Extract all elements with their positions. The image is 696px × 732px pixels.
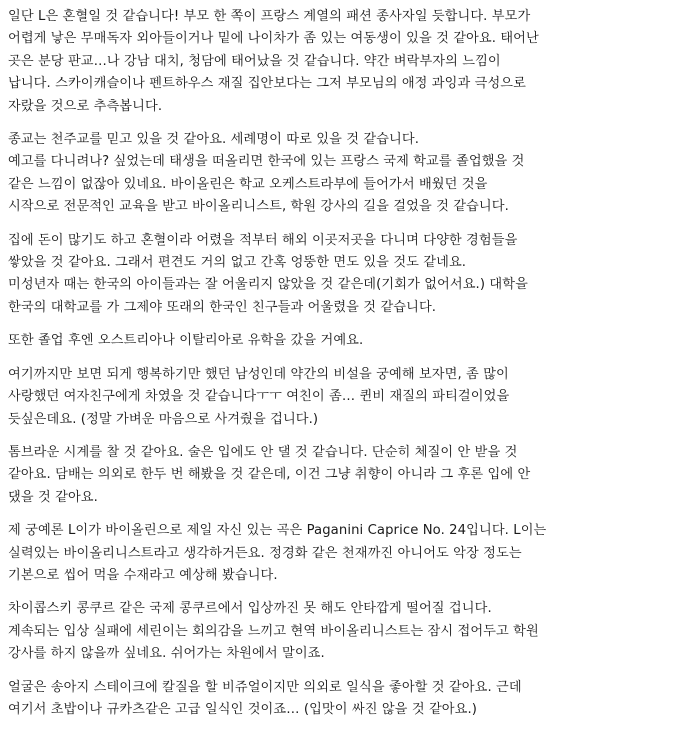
text-line: 같아요. 담배는 의외로 한두 번 해봤을 것 같은데, 이건 그냥 취향이 아니라 그 후론 입에 안 [8,467,531,483]
text-line: 시작으로 전문적인 교육을 받고 바이올리니스트, 학원 강사의 길을 걸었을 것 같습니다. [8,199,509,215]
paragraph [8,230,692,320]
paragraph [8,330,692,352]
text-line: 차이콥스키 콩쿠르 같은 국제 콩쿠르에서 입상까진 못 해도 안타깝게 떨어질 겁니다. [8,601,492,617]
paragraph [8,442,692,509]
text-line: 또한 졸업 후엔 오스트리아나 이탈리아로 유학을 갔을 거예요. [8,333,364,349]
text-line: 종교는 천주교를 믿고 있을 것 같아요. 세례명이 따로 있을 것 같습니다. [8,132,419,148]
text-line: 댔을 것 같아요. [8,489,98,505]
text-line: 한국의 대학교를 가 그제야 또래의 한국인 친구들과 어울렸을 것 같습니다. [8,299,437,315]
text-line: 기본으로 씹어 먹을 수재라고 예상해 봤습니다. [8,567,278,583]
text-line: 납니다. 스카이캐슬이나 펜트하우스 재질 집안보다는 그저 부모님의 애정 과잉과 극성으로 [8,76,526,92]
text-line: 여기까지만 보면 되게 행복하기만 했던 남성인데 약간의 비설을 궁예해 보자면, 좀 많이 [8,366,509,382]
paragraph [8,129,692,219]
text-line: 일단 L은 혼혈일 것 같습니다! 부모 한 쪽이 프랑스 계열의 패션 종사자일 듯합니다. 부모가 [8,9,531,24]
paragraph [8,6,692,118]
text-line: 같은 느낌이 없잖아 있네요. 바이올린은 학교 오케스트라부에 들어가서 배웠던 것을 [8,176,488,192]
text-line: 미성년자 때는 한국의 아이들과는 잘 어울리지 않았을 것 같은데(기회가 없어서요.) 대학을 [8,277,528,293]
text-line: 곳은 분당 판교…나 강남 대치, 청담에 태어났을 것 같습니다. 약간 벼락부자의 느낌이 [8,53,501,69]
paragraph [8,520,692,587]
text-line: 예고를 다니려나? 싶었는데 태생을 떠올리면 한국에 있는 프랑스 국제 학교를 졸업했을 것 [8,154,525,170]
text-line: 얼굴은 송아지 스테이크에 칼질을 할 비쥬얼이지만 의외로 일식을 좋아할 것 같아요. 근데 [8,679,522,695]
text-line: 집에 돈이 많기도 하고 혼혈이라 어렸을 적부터 해외 이곳저곳을 다니며 다양한 경험들을 [8,232,518,248]
text-line: 계속되는 입상 실패에 세린이는 회의감을 느끼고 현역 바이올리니스트는 잠시 접어두고 학원 [8,623,539,639]
paragraph [8,364,692,431]
paragraph [8,598,692,665]
text-line: 어렵게 낳은 무매독자 외아들이거나 밑에 나이차가 좀 있는 여동생이 있을 것 같아요. 태어난 [8,31,539,47]
text-line: 톰브라운 시계를 찰 것 같아요. 술은 입에도 안 댈 것 같습니다. 단순히 체질이 안 받을 것 [8,444,518,460]
text-line: 제 궁예론 L이가 바이올린으로 제일 자신 있는 곡은 Paganini Caprice No. 24입니다. L이는 [8,523,547,539]
text-line: 듯싶은데요. (정말 가벼운 마음으로 사겨줬을 겁니다.) [8,411,319,427]
text-line: 자랐을 것으로 추측봅니다. [8,98,163,114]
document-body [8,6,692,732]
text-line: 여기서 초밥이나 규카츠같은 고급 일식인 것이죠… (입맛이 싸진 않을 것 같아요.) [8,701,477,717]
text-line: 쌓았을 것 같아요. 그래서 편견도 거의 없고 간혹 엉뚱한 면도 있을 것도 같네요. [8,255,467,271]
text-line: 강사를 하지 않을까 싶네요. 쉬어가는 차원에서 말이죠. [8,646,325,662]
paragraph [8,677,692,722]
text-line: 사랑했던 여자친구에게 차였을 것 같습니다ㅜㅜ 여친이 좀… 퀸비 재질의 파티걸이었을 [8,389,510,405]
text-line: 실력있는 바이올리니스트라고 생각하거든요. 정경화 같은 천재까진 아니어도 악장 정도는 [8,545,522,561]
